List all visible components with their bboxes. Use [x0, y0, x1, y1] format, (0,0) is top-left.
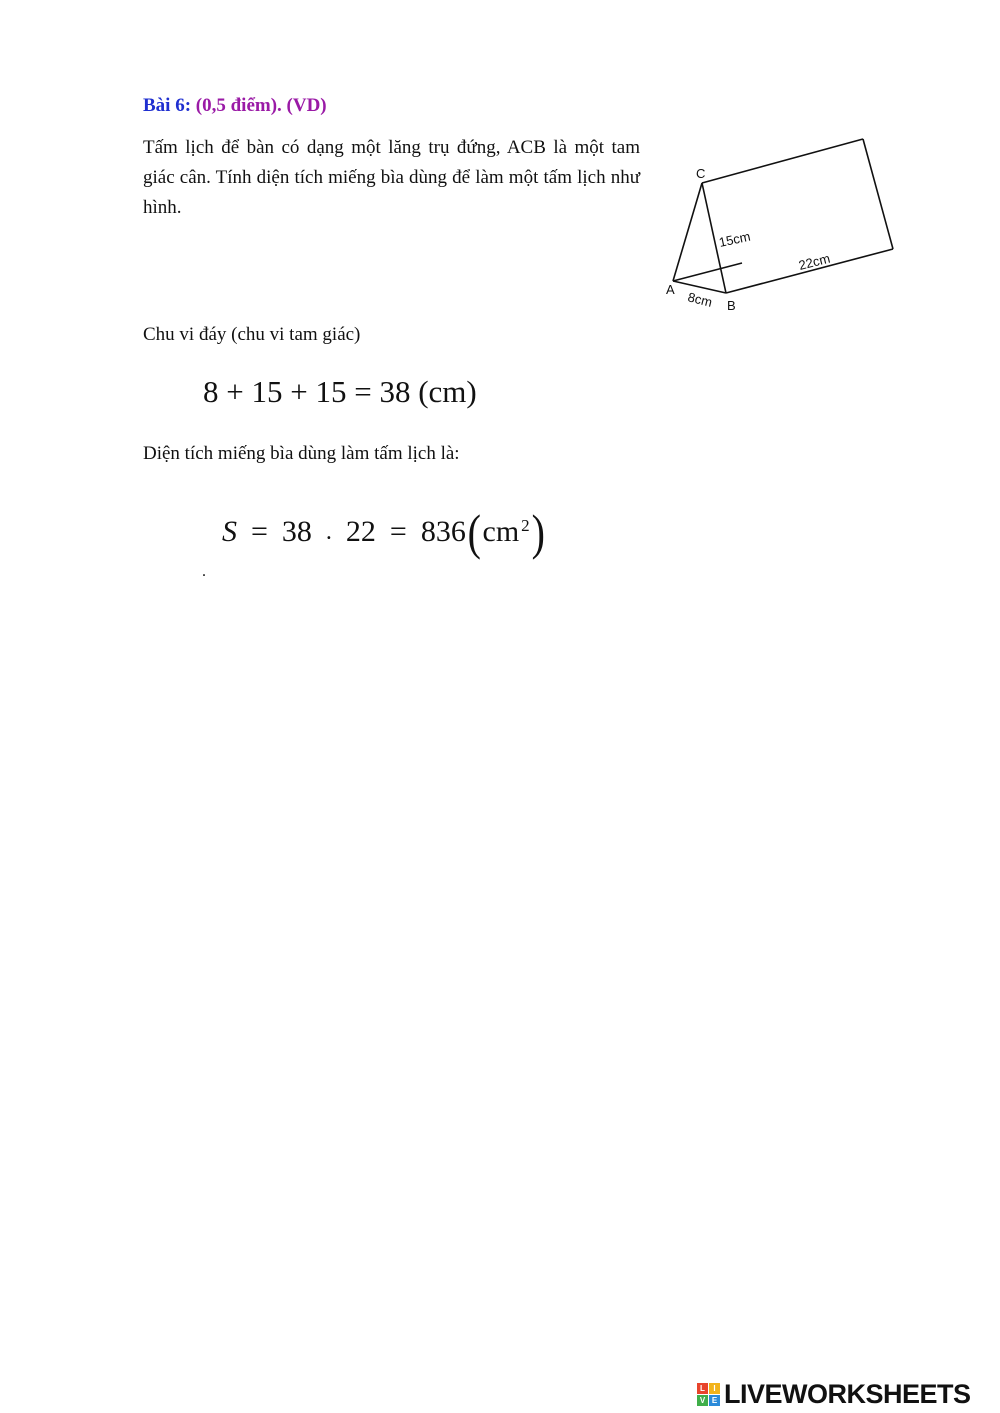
edge-top-right	[863, 139, 893, 249]
liveworksheets-logo-icon	[697, 1383, 720, 1406]
perimeter-expression: 8 + 15 + 15 = 38 (cm)	[203, 374, 477, 409]
liveworksheets-watermark	[697, 1379, 971, 1409]
length-label: 22cm	[797, 250, 832, 273]
prism-diagram	[660, 130, 900, 320]
area-result: 836	[420, 515, 466, 548]
factor-b: 22	[345, 515, 376, 548]
area-formula	[222, 502, 546, 562]
vertex-a-label: A	[666, 282, 675, 297]
watermark-text: LIVEWORKSHEETS	[724, 1378, 971, 1409]
vertex-b-label: B	[727, 298, 736, 313]
factor-a: 38	[281, 515, 312, 548]
multiply-dot: .	[325, 518, 332, 545]
unit-exponent: 2	[521, 516, 530, 535]
logo-letter-l: L	[697, 1383, 708, 1394]
logo-letter-e: E	[709, 1395, 720, 1406]
equals-sign-2: =	[389, 515, 407, 548]
perimeter-label: Chu vi đáy (chu vi tam giác)	[143, 324, 361, 345]
stray-dot: .	[202, 563, 206, 580]
close-paren: )	[531, 504, 545, 560]
area-unit: cm	[482, 515, 520, 548]
logo-letter-i: I	[709, 1383, 720, 1394]
side-ab-label: 8cm	[686, 289, 714, 310]
exercise-label: Bài 6:	[143, 95, 192, 116]
exercise-heading	[143, 95, 327, 117]
edge-ca	[673, 183, 702, 281]
exercise-points: (0,5 điểm). (VD)	[195, 95, 327, 116]
edge-c-top	[702, 139, 863, 183]
side-bc-label: 15cm	[717, 228, 752, 250]
area-variable: S	[222, 515, 237, 548]
area-label: Diện tích miếng bìa dùng làm tấm lịch là:	[143, 443, 460, 464]
logo-letter-v: V	[697, 1395, 708, 1406]
equals-sign-1: =	[251, 515, 268, 548]
edge-a-back	[673, 263, 742, 281]
problem-statement: Tấm lịch để bàn có dạng một lăng trụ đứng, ACB là một tam giác cân. Tính diện tích miếng bìa dùng để làm một tấm lịch như hình.	[143, 137, 640, 218]
open-paren: (	[467, 504, 481, 560]
vertex-c-label: C	[696, 166, 706, 181]
prism-figure	[660, 130, 900, 320]
